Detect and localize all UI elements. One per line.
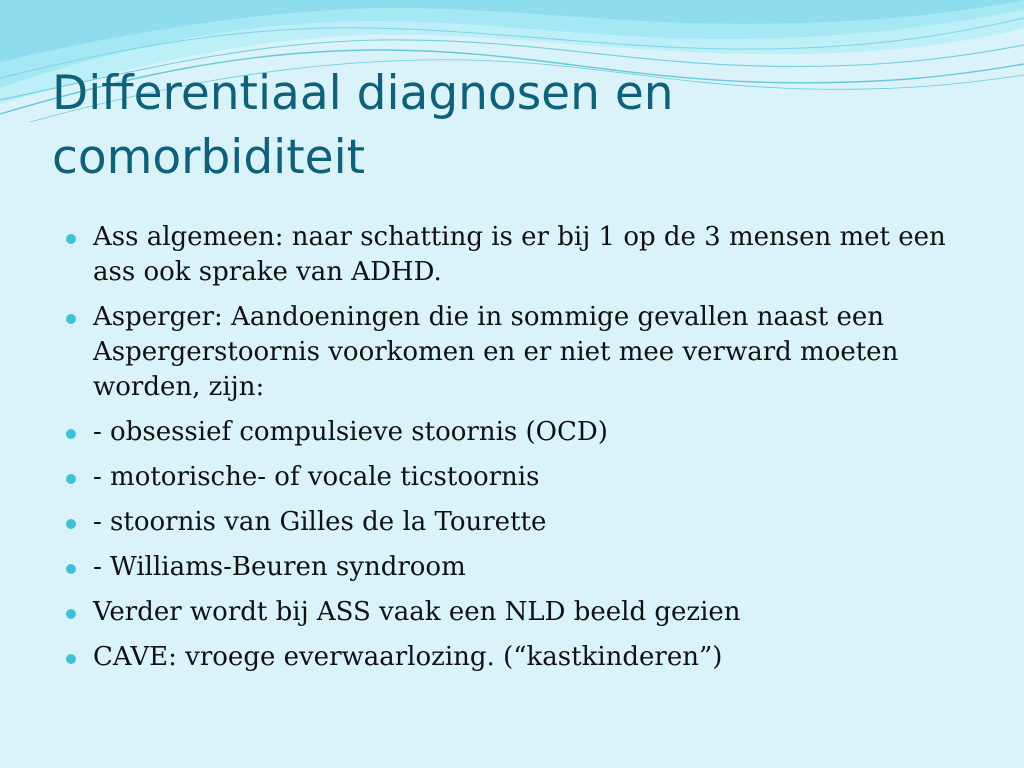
bullet-text: Verder wordt bij ASS vaak een NLD beeld gezien: [93, 597, 741, 627]
list-item: [64, 550, 974, 585]
list-item: [64, 460, 974, 495]
bullet-text: Asperger: Aandoeningen die in sommige gevallen naast een Aspergerstoornis voorkomen en er niet mee verward moeten worden, zijn:: [93, 302, 899, 402]
bullet-dot-icon: [66, 564, 76, 574]
slide-title: Differentiaal diagnosen en comorbiditeit: [52, 66, 674, 185]
bullet-text: - obsessief compulsieve stoornis (OCD): [93, 417, 608, 447]
list-item: [64, 595, 974, 630]
list-item: [64, 220, 974, 290]
list-item: [64, 505, 974, 540]
bullet-list: [64, 220, 974, 685]
bullet-dot-icon: [66, 314, 76, 324]
bullet-text: Ass algemeen: naar schatting is er bij 1 op de 3 mensen met een ass ook sprake van ADHD.: [93, 222, 946, 287]
list-item: [64, 640, 974, 675]
bullet-text: - motorische- of vocale ticstoornis: [93, 462, 540, 492]
bullet-dot-icon: [66, 474, 76, 484]
bullet-dot-icon: [66, 654, 76, 664]
list-item: [64, 415, 974, 450]
bullet-text: CAVE: vroege everwaarlozing. (“kastkinderen”): [93, 642, 723, 672]
bullet-dot-icon: [66, 234, 76, 244]
bullet-dot-icon: [66, 609, 76, 619]
bullet-text: - Williams-Beuren syndroom: [93, 552, 466, 582]
bullet-dot-icon: [66, 519, 76, 529]
bullet-dot-icon: [66, 429, 76, 439]
list-item: [64, 300, 974, 405]
bullet-text: - stoornis van Gilles de la Tourette: [93, 507, 547, 537]
